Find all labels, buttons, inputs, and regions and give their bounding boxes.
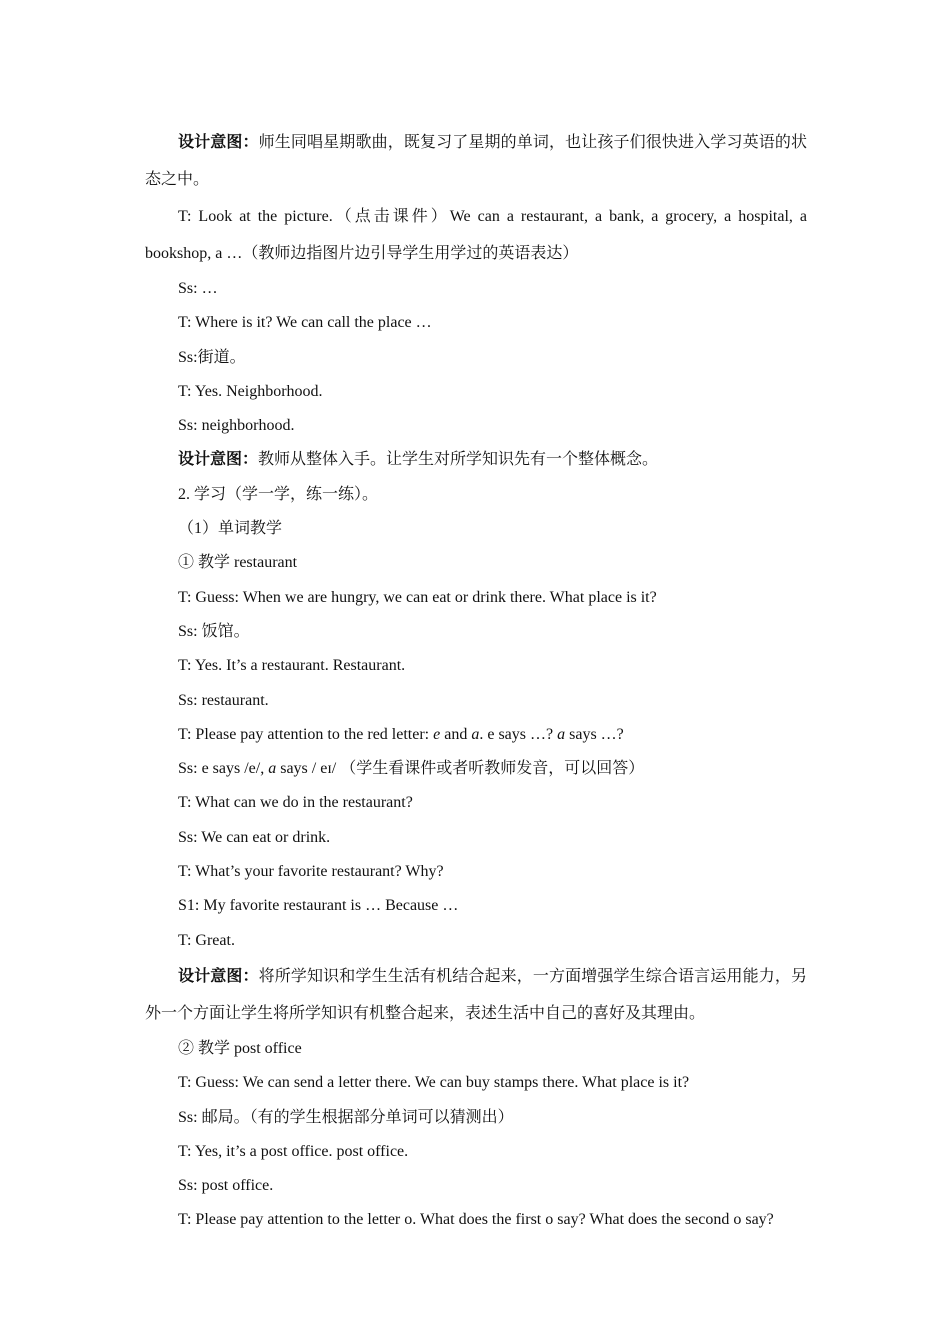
paragraph-text: 师生同唱星期歌曲，既复习了星期的单词，也让孩子们很快进入学习英语的状态之中。 — [145, 134, 807, 188]
dialogue-line: Ss: neighborhood. — [178, 417, 295, 435]
item-heading: ① 教学 restaurant — [178, 554, 298, 572]
italic-letter: a — [557, 725, 566, 743]
text-segment: says / eɪ/ （学生看课件或者听教师发音，可以回答） — [276, 760, 645, 778]
text-segment: T: Please pay attention to the red letter: — [178, 725, 434, 743]
design-intent-paragraph — [145, 958, 807, 1032]
paragraph-text: 教师从整体入手。让学生对所学知识先有一个整体概念。 — [258, 451, 659, 469]
dialogue-line: T: Please pay attention to the letter o. What does the first o say? What does the second o say? — [178, 1211, 774, 1229]
dialogue-line: T: What’s your favorite restaurant? Why? — [178, 863, 444, 881]
dialogue-line: T: Where is it? We can call the place … — [178, 314, 432, 332]
design-intent-label: 设计意图： — [178, 451, 259, 469]
dialogue-line — [145, 718, 807, 752]
dialogue-line: T: Look at the picture.（点击课件）We can a restaurant, a bank, a grocery, a hospital, a bookshop, a …（教师边指图片边引导学生用学过的英语表达） — [145, 208, 807, 262]
dialogue-line: Ss: 邮局。（有的学生根据部分单词可以猜测出） — [178, 1108, 514, 1126]
dialogue-line: T: Guess: When we are hungry, we can eat or drink there. What place is it? — [178, 588, 657, 606]
dialogue-line: T: Great. — [178, 931, 235, 949]
dialogue-line: Ss: restaurant. — [178, 691, 269, 709]
dialogue-line: Ss: post office. — [178, 1177, 274, 1195]
design-intent-paragraph — [145, 124, 807, 198]
dialogue-line: T: Yes. It’s a restaurant. Restaurant. — [178, 657, 406, 675]
paragraph-text: 将所学知识和学生生活有机结合起来，一方面增强学生综合语言运用能力，另外一个方面让学生将所学知识有机整合起来，表述生活中自己的喜好及其理由。 — [145, 967, 807, 1022]
text-segment: . e says …? — [479, 725, 558, 743]
subsection-heading: （1）单词教学 — [178, 520, 283, 538]
item-heading: ② 教学 post office — [178, 1039, 302, 1057]
dialogue-line: T: What can we do in the restaurant? — [178, 794, 413, 812]
text-segment: says …? — [565, 725, 624, 743]
document-body — [145, 124, 807, 1238]
dialogue-line: T: Yes, it’s a post office. post office. — [178, 1142, 409, 1160]
text-segment: Ss: e says /e/, — [178, 760, 269, 778]
dialogue-line: S1: My favorite restaurant is … Because … — [178, 897, 459, 915]
design-intent-label: 设计意图： — [178, 134, 259, 151]
dialogue-line: T: Yes. Neighborhood. — [178, 382, 323, 400]
dialogue-line: Ss: We can eat or drink. — [178, 828, 331, 846]
text-segment: and — [440, 725, 472, 743]
dialogue-line: T: Guess: We can send a letter there. We can buy stamps there. What place is it? — [178, 1074, 690, 1092]
italic-letter: a — [471, 725, 480, 743]
design-intent-label: 设计意图： — [178, 967, 259, 985]
dialogue-line — [145, 752, 807, 786]
dialogue-line: Ss:街道。 — [178, 348, 246, 366]
dialogue-line: Ss: 饭馆。 — [178, 622, 250, 640]
italic-letter: a — [268, 760, 277, 778]
italic-letter: e — [433, 725, 441, 743]
dialogue-line: Ss: … — [178, 280, 218, 297]
section-heading: 2. 学习（学一学，练一练）。 — [178, 485, 379, 503]
design-intent-paragraph — [145, 443, 807, 477]
